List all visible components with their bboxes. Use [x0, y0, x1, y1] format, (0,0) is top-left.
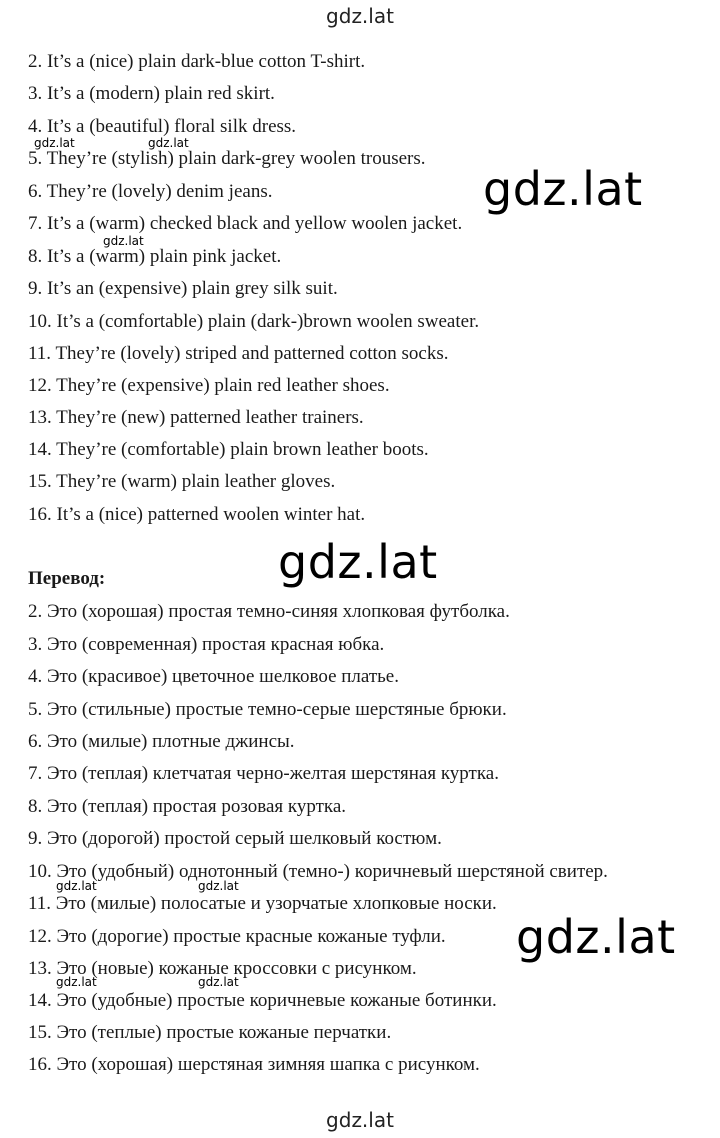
answer-line: 14. They’re (comfortable) plain brown leather boots. — [28, 439, 429, 460]
watermark-small: gdz.lat — [56, 879, 97, 893]
watermark-small: gdz.lat — [198, 879, 239, 893]
watermark-bottom: gdz.lat — [326, 1108, 394, 1132]
translation-line: 6. Это (милые) плотные джинсы. — [28, 731, 295, 752]
watermark-large: gdz.lat — [516, 910, 676, 964]
translation-line: 15. Это (теплые) простые кожаные перчатки. — [28, 1022, 392, 1043]
translation-line: 7. Это (теплая) клетчатая черно-желтая шерстяная куртка. — [28, 763, 499, 784]
translation-line: 2. Это (хорошая) простая темно-синяя хлопковая футболка. — [28, 601, 510, 622]
answer-line: 3. It’s a (modern) plain red skirt. — [28, 83, 275, 104]
answer-line: 5. They’re (stylish) plain dark-grey woolen trousers. — [28, 148, 426, 169]
translation-line: 16. Это (хорошая) шерстяная зимняя шапка с рисунком. — [28, 1054, 480, 1075]
answer-line: 6. They’re (lovely) denim jeans. — [28, 181, 273, 202]
watermark-small: gdz.lat — [103, 234, 144, 248]
answer-line: 9. It’s an (expensive) plain grey silk suit. — [28, 278, 338, 299]
translation-heading: Перевод: — [28, 568, 106, 589]
watermark-top: gdz.lat — [326, 4, 394, 28]
watermark-small: gdz.lat — [148, 136, 189, 150]
translation-line: 14. Это (удобные) простые коричневые кожаные ботинки. — [28, 990, 497, 1011]
translation-line: 11. Это (милые) полосатые и узорчатые хлопковые носки. — [28, 893, 497, 914]
answer-line: 15. They’re (warm) plain leather gloves. — [28, 471, 336, 492]
watermark-small: gdz.lat — [198, 975, 239, 989]
watermark-small: gdz.lat — [56, 975, 97, 989]
answer-line: 11. They’re (lovely) striped and patterned cotton socks. — [28, 343, 449, 364]
watermark-large: gdz.lat — [483, 162, 643, 216]
answer-line: 7. It’s a (warm) checked black and yellow woolen jacket. — [28, 213, 463, 234]
answer-line: 8. It’s a (warm) plain pink jacket. — [28, 246, 282, 267]
translation-line: 3. Это (современная) простая красная юбка. — [28, 634, 385, 655]
answer-line: 4. It’s a (beautiful) floral silk dress. — [28, 116, 297, 137]
translation-line: 5. Это (стильные) простые темно-серые шерстяные брюки. — [28, 699, 507, 720]
answer-line: 12. They’re (expensive) plain red leather shoes. — [28, 375, 390, 396]
translation-line: 8. Это (теплая) простая розовая куртка. — [28, 796, 347, 817]
translation-line: 9. Это (дорогой) простой серый шелковый костюм. — [28, 828, 442, 849]
translation-line: 12. Это (дорогие) простые красные кожаные туфли. — [28, 926, 446, 947]
answer-line: 16. It’s a (nice) patterned woolen winter hat. — [28, 504, 366, 525]
answer-line: 2. It’s a (nice) plain dark-blue cotton T-shirt. — [28, 51, 366, 72]
translation-line: 13. Это (новые) кожаные кроссовки с рисунком. — [28, 958, 417, 979]
answer-line: 13. They’re (new) patterned leather trainers. — [28, 407, 364, 428]
translation-line: 4. Это (красивое) цветочное шелковое платье. — [28, 666, 399, 687]
answer-line: 10. It’s a (comfortable) plain (dark-)brown woolen sweater. — [28, 311, 480, 332]
translation-line: 10. Это (удобный) однотонный (темно-) коричневый шерстяной свитер. — [28, 861, 608, 882]
watermark-small: gdz.lat — [34, 136, 75, 150]
watermark-large: gdz.lat — [278, 535, 438, 589]
